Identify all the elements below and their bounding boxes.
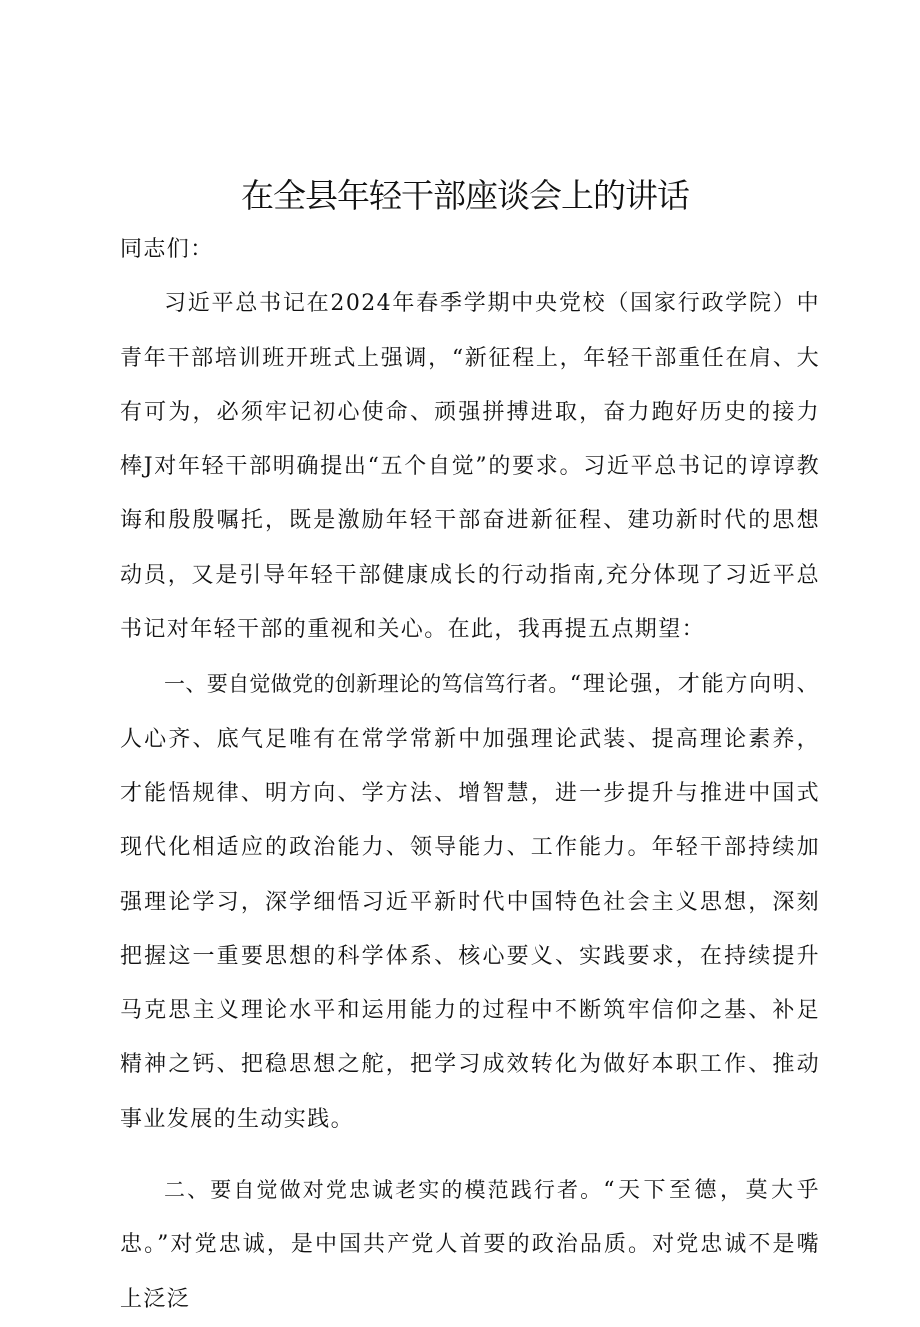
document-body <box>120 223 820 1327</box>
paragraph-text: 习近平总书记在2024年春季学期中央党校（国家行政学院）中青年干部培训班开班式上强调，“新征程上，年轻干部重任在肩、大有可为，必须牢记初心使命、顽强拼搏进取，奋力跑好历史的接力棒J对年轻干部明确提出“五个自觉”的要求。习近平总书记的谆谆教诲和殷殷嘱托，既是激励年轻干部奋进新征程、建功新时代的思想动员，又是引导年轻干部健康成长的行动指南,充分体现了习近平总书记对年轻干部的重视和关心。在此，我再提五点期望： <box>120 291 820 643</box>
paragraph-text: “理论强，才能方向明、人心齐、底气足唯有在常学常新中加强理论武装、提高理论素养，才能悟规律、明方向、学方法、增智慧，进一步提升与推进中国式现代化相适应的政治能力、领导能力、工作能力。年轻干部持续加强理论学习，深学细悟习近平新时代中国特色社会主义思想，深刻把握这一重要思想的科学体系、核心要义、实践要求，在持续提升马克思主义理论水平和运用能力的过程中不断筑牢信仰之基、补足精神之钙、把稳思想之舵，把学习成效转化为做好本职工作、推动事业发展的生动实践。 <box>120 672 820 1132</box>
section-heading: 一、要自觉做党的创新理论的笃信笃行者。 <box>164 672 570 697</box>
section-heading: 二、要自觉做对党忠诚老实的模范践行者。 <box>164 1178 604 1203</box>
paragraph-text: “天下至德，莫大乎忠。”对党忠诚，是中国共产党人首要的政治品质。对党忠诚不是嘴上泛泛 <box>120 1178 820 1312</box>
page-title: 在全县年轻干部座谈会上的讲话 <box>241 176 689 215</box>
paragraph-point-two <box>120 1163 820 1327</box>
paragraph-point-one <box>120 657 820 1147</box>
paragraph-intro <box>120 277 820 657</box>
salutation: 同志们： <box>120 237 214 262</box>
